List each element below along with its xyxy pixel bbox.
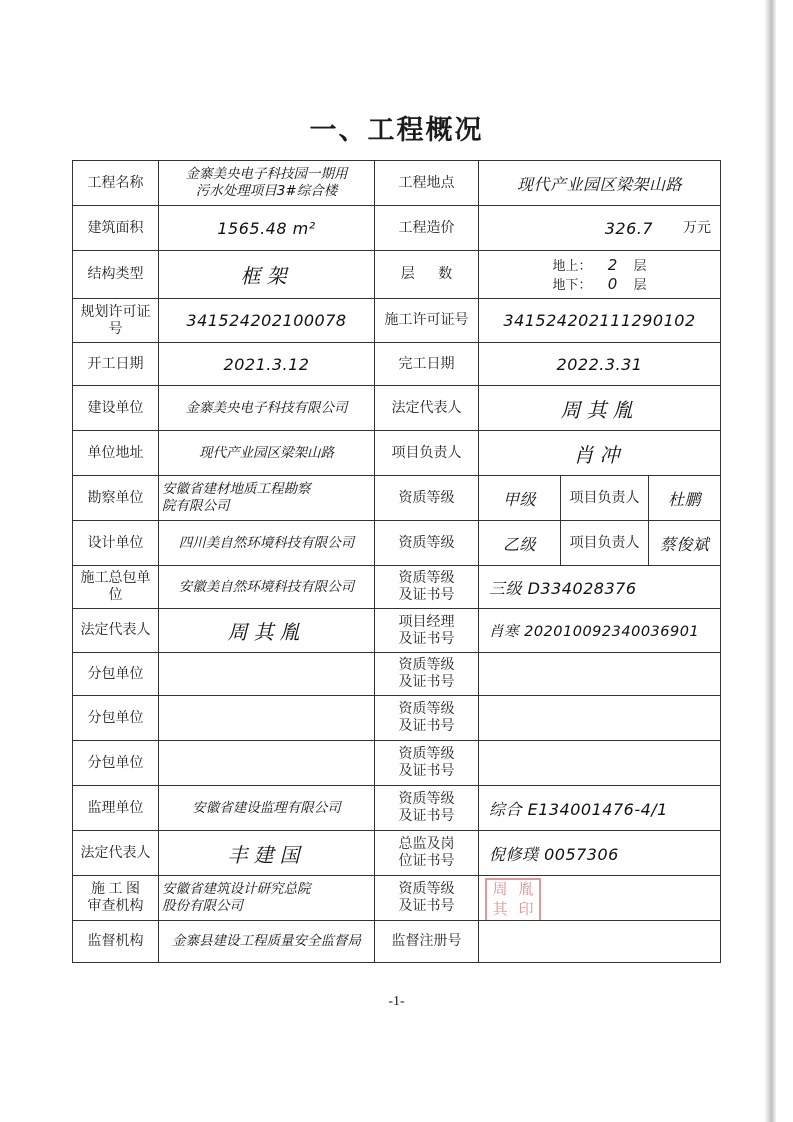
scan-edge-shadow bbox=[764, 0, 776, 1122]
area-value: 1565.48 m² bbox=[159, 206, 375, 251]
area-label: 建筑面积 bbox=[73, 206, 159, 251]
review-grade-label-line1: 资质等级 bbox=[398, 882, 455, 897]
review-unit-label bbox=[73, 876, 159, 921]
structure-value: 框架 bbox=[159, 251, 375, 299]
table-row bbox=[73, 161, 721, 206]
contractor-grade-label bbox=[375, 566, 479, 609]
above-ground-value: 2 bbox=[607, 255, 618, 274]
survey-unit-line2: 院有限公司 bbox=[162, 498, 230, 514]
survey-grade-value: 甲级 bbox=[479, 476, 561, 521]
table-row bbox=[73, 786, 721, 831]
review-grade-label bbox=[375, 876, 479, 921]
survey-manager-value: 杜鹏 bbox=[649, 476, 721, 521]
above-ground-unit: 层 bbox=[633, 257, 647, 273]
supervision-chief-value: 倪修璞 0057306 bbox=[479, 831, 721, 876]
design-unit-label: 设计单位 bbox=[73, 521, 159, 566]
cost-label: 工程造价 bbox=[375, 206, 479, 251]
contractor-unit-value: 安徽美自然环境科技有限公司 bbox=[159, 566, 375, 609]
end-date-value: 2022.3.31 bbox=[479, 343, 721, 386]
supervision-unit-value: 安徽省建设监理有限公司 bbox=[159, 786, 375, 831]
subcontractor-grade-label-line1: 资质等级 bbox=[398, 702, 455, 717]
supervision-grade-value: 综合 E134001476-4/1 bbox=[479, 786, 721, 831]
planning-permit-label: 规划许可证号 bbox=[73, 299, 159, 343]
contractor-pm-label-line1: 项目经理 bbox=[398, 614, 455, 630]
seal-char: 其 bbox=[492, 902, 508, 918]
table-row bbox=[73, 431, 721, 476]
subcontractor-unit-label: 分包单位 bbox=[73, 696, 159, 741]
subcontractor-grade-label-line2: 及证书号 bbox=[398, 764, 455, 779]
below-ground-unit: 层 bbox=[633, 276, 647, 292]
contractor-pm-label bbox=[375, 609, 479, 653]
end-date-label: 完工日期 bbox=[375, 343, 479, 386]
supervision-rep-label: 法定代表人 bbox=[73, 831, 159, 876]
subcontractor-grade-label-line1: 资质等级 bbox=[398, 747, 455, 762]
owner-manager-label: 项目负责人 bbox=[375, 431, 479, 476]
subcontractor-grade-label-line1: 资质等级 bbox=[398, 658, 455, 673]
supervision-grade-label-line1: 资质等级 bbox=[398, 792, 455, 807]
contractor-unit-label: 施工总包单位 bbox=[73, 566, 159, 609]
red-seal-stamp bbox=[485, 878, 541, 921]
subcontractor-grade-label-line2: 及证书号 bbox=[398, 675, 455, 690]
contractor-pm-value: 肖寒 202010092340036901 bbox=[479, 609, 721, 653]
floors-cell bbox=[479, 251, 721, 299]
page-number: -1- bbox=[388, 994, 405, 1009]
review-grade-label-line2: 及证书号 bbox=[398, 899, 455, 914]
subcontractor-grade-label bbox=[375, 696, 479, 741]
table-row bbox=[73, 206, 721, 251]
project-location-label: 工程地点 bbox=[375, 161, 479, 206]
subcontractor-grade-value bbox=[479, 653, 721, 696]
oversight-reg-value bbox=[479, 921, 721, 963]
owner-unit-value: 金寨美央电子科技有限公司 bbox=[159, 386, 375, 431]
survey-unit-line1: 安徽省建材地质工程勘察 bbox=[162, 481, 311, 497]
design-manager-label: 项目负责人 bbox=[561, 521, 649, 566]
below-ground-value: 0 bbox=[607, 274, 618, 293]
start-date-label: 开工日期 bbox=[73, 343, 159, 386]
table-row bbox=[73, 521, 721, 566]
project-name-label: 工程名称 bbox=[73, 161, 159, 206]
structure-label: 结构类型 bbox=[73, 251, 159, 299]
contractor-rep-value: 周其胤 bbox=[159, 609, 375, 653]
seal-char: 胤 bbox=[518, 882, 534, 898]
contractor-rep-label: 法定代表人 bbox=[73, 609, 159, 653]
table-row bbox=[73, 653, 721, 696]
project-name-line1: 金寨美央电子科技园一期用 bbox=[185, 166, 348, 182]
review-unit-line2: 股份有限公司 bbox=[162, 898, 243, 914]
table-row bbox=[73, 343, 721, 386]
subcontractor-unit-value bbox=[159, 653, 375, 696]
construction-permit-label: 施工许可证号 bbox=[375, 299, 479, 343]
above-ground-label: 地上： bbox=[552, 257, 592, 273]
design-manager-value: 蔡俊斌 bbox=[649, 521, 721, 566]
survey-unit-label: 勘察单位 bbox=[73, 476, 159, 521]
page-title: 一、工程概况 bbox=[309, 115, 484, 145]
supervision-chief-label-line2: 位证书号 bbox=[398, 854, 455, 869]
subcontractor-grade-label bbox=[375, 741, 479, 786]
seal-char: 周 bbox=[492, 882, 508, 898]
table-row bbox=[73, 386, 721, 431]
review-unit-line1: 安徽省建筑设计研究总院 bbox=[162, 881, 311, 897]
table-row bbox=[73, 476, 721, 521]
table-row bbox=[73, 876, 721, 921]
project-location-value: 现代产业园区梁架山路 bbox=[479, 161, 721, 206]
table-row bbox=[73, 741, 721, 786]
design-unit-value: 四川美自然环境科技有限公司 bbox=[159, 521, 375, 566]
contractor-grade-value: 三级 D334028376 bbox=[479, 566, 721, 609]
cost-value: 326.7 bbox=[604, 218, 654, 238]
oversight-unit-value: 金寨县建设工程质量安全监督局 bbox=[159, 921, 375, 963]
subcontractor-unit-label: 分包单位 bbox=[73, 741, 159, 786]
start-date-value: 2021.3.12 bbox=[159, 343, 375, 386]
owner-address-label: 单位地址 bbox=[73, 431, 159, 476]
owner-manager-value: 肖冲 bbox=[479, 431, 721, 476]
floors-label: 层 数 bbox=[375, 251, 479, 299]
oversight-unit-label: 监督机构 bbox=[73, 921, 159, 963]
subcontractor-grade-value bbox=[479, 696, 721, 741]
seal-char: 印 bbox=[518, 902, 534, 918]
table-row bbox=[73, 299, 721, 343]
owner-rep-label: 法定代表人 bbox=[375, 386, 479, 431]
design-grade-value: 乙级 bbox=[479, 521, 561, 566]
table-row bbox=[73, 921, 721, 963]
project-name-line2: 污水处理项目3#综合楼 bbox=[195, 183, 338, 199]
construction-permit-value: 341524202111290102 bbox=[479, 299, 721, 343]
table-row bbox=[73, 831, 721, 876]
table-row bbox=[73, 609, 721, 653]
project-name-value bbox=[159, 161, 375, 206]
cost-cell bbox=[479, 206, 721, 251]
contractor-grade-label-line1: 资质等级 bbox=[398, 571, 455, 586]
table-row bbox=[73, 696, 721, 741]
survey-unit-value bbox=[159, 476, 375, 521]
review-unit-label-line2: 审查机构 bbox=[87, 899, 144, 914]
subcontractor-grade-label bbox=[375, 653, 479, 696]
table-row bbox=[73, 566, 721, 609]
contractor-grade-label-line2: 及证书号 bbox=[398, 588, 455, 603]
owner-address-value: 现代产业园区梁架山路 bbox=[159, 431, 375, 476]
survey-grade-label: 资质等级 bbox=[375, 476, 479, 521]
review-unit-label-line1: 施 工 图 bbox=[91, 882, 140, 897]
design-grade-label: 资质等级 bbox=[375, 521, 479, 566]
cost-unit: 万元 bbox=[683, 220, 712, 236]
subcontractor-grade-value bbox=[479, 741, 721, 786]
survey-manager-label: 项目负责人 bbox=[561, 476, 649, 521]
subcontractor-grade-label-line2: 及证书号 bbox=[398, 719, 455, 734]
review-unit-value bbox=[159, 876, 375, 921]
contractor-pm-label-line2: 及证书号 bbox=[398, 631, 455, 647]
oversight-reg-label: 监督注册号 bbox=[375, 921, 479, 963]
below-ground-label: 地下： bbox=[552, 276, 592, 292]
supervision-chief-label bbox=[375, 831, 479, 876]
supervision-rep-value: 丰建国 bbox=[159, 831, 375, 876]
subcontractor-unit-label: 分包单位 bbox=[73, 653, 159, 696]
review-grade-value bbox=[479, 876, 721, 921]
owner-rep-value: 周其胤 bbox=[479, 386, 721, 431]
supervision-grade-label bbox=[375, 786, 479, 831]
project-overview-table bbox=[72, 160, 721, 963]
supervision-grade-label-line2: 及证书号 bbox=[398, 809, 455, 824]
supervision-unit-label: 监理单位 bbox=[73, 786, 159, 831]
subcontractor-unit-value bbox=[159, 741, 375, 786]
planning-permit-value: 341524202100078 bbox=[159, 299, 375, 343]
subcontractor-unit-value bbox=[159, 696, 375, 741]
table-row bbox=[73, 251, 721, 299]
supervision-chief-label-line1: 总监及岗 bbox=[398, 837, 455, 852]
owner-unit-label: 建设单位 bbox=[73, 386, 159, 431]
